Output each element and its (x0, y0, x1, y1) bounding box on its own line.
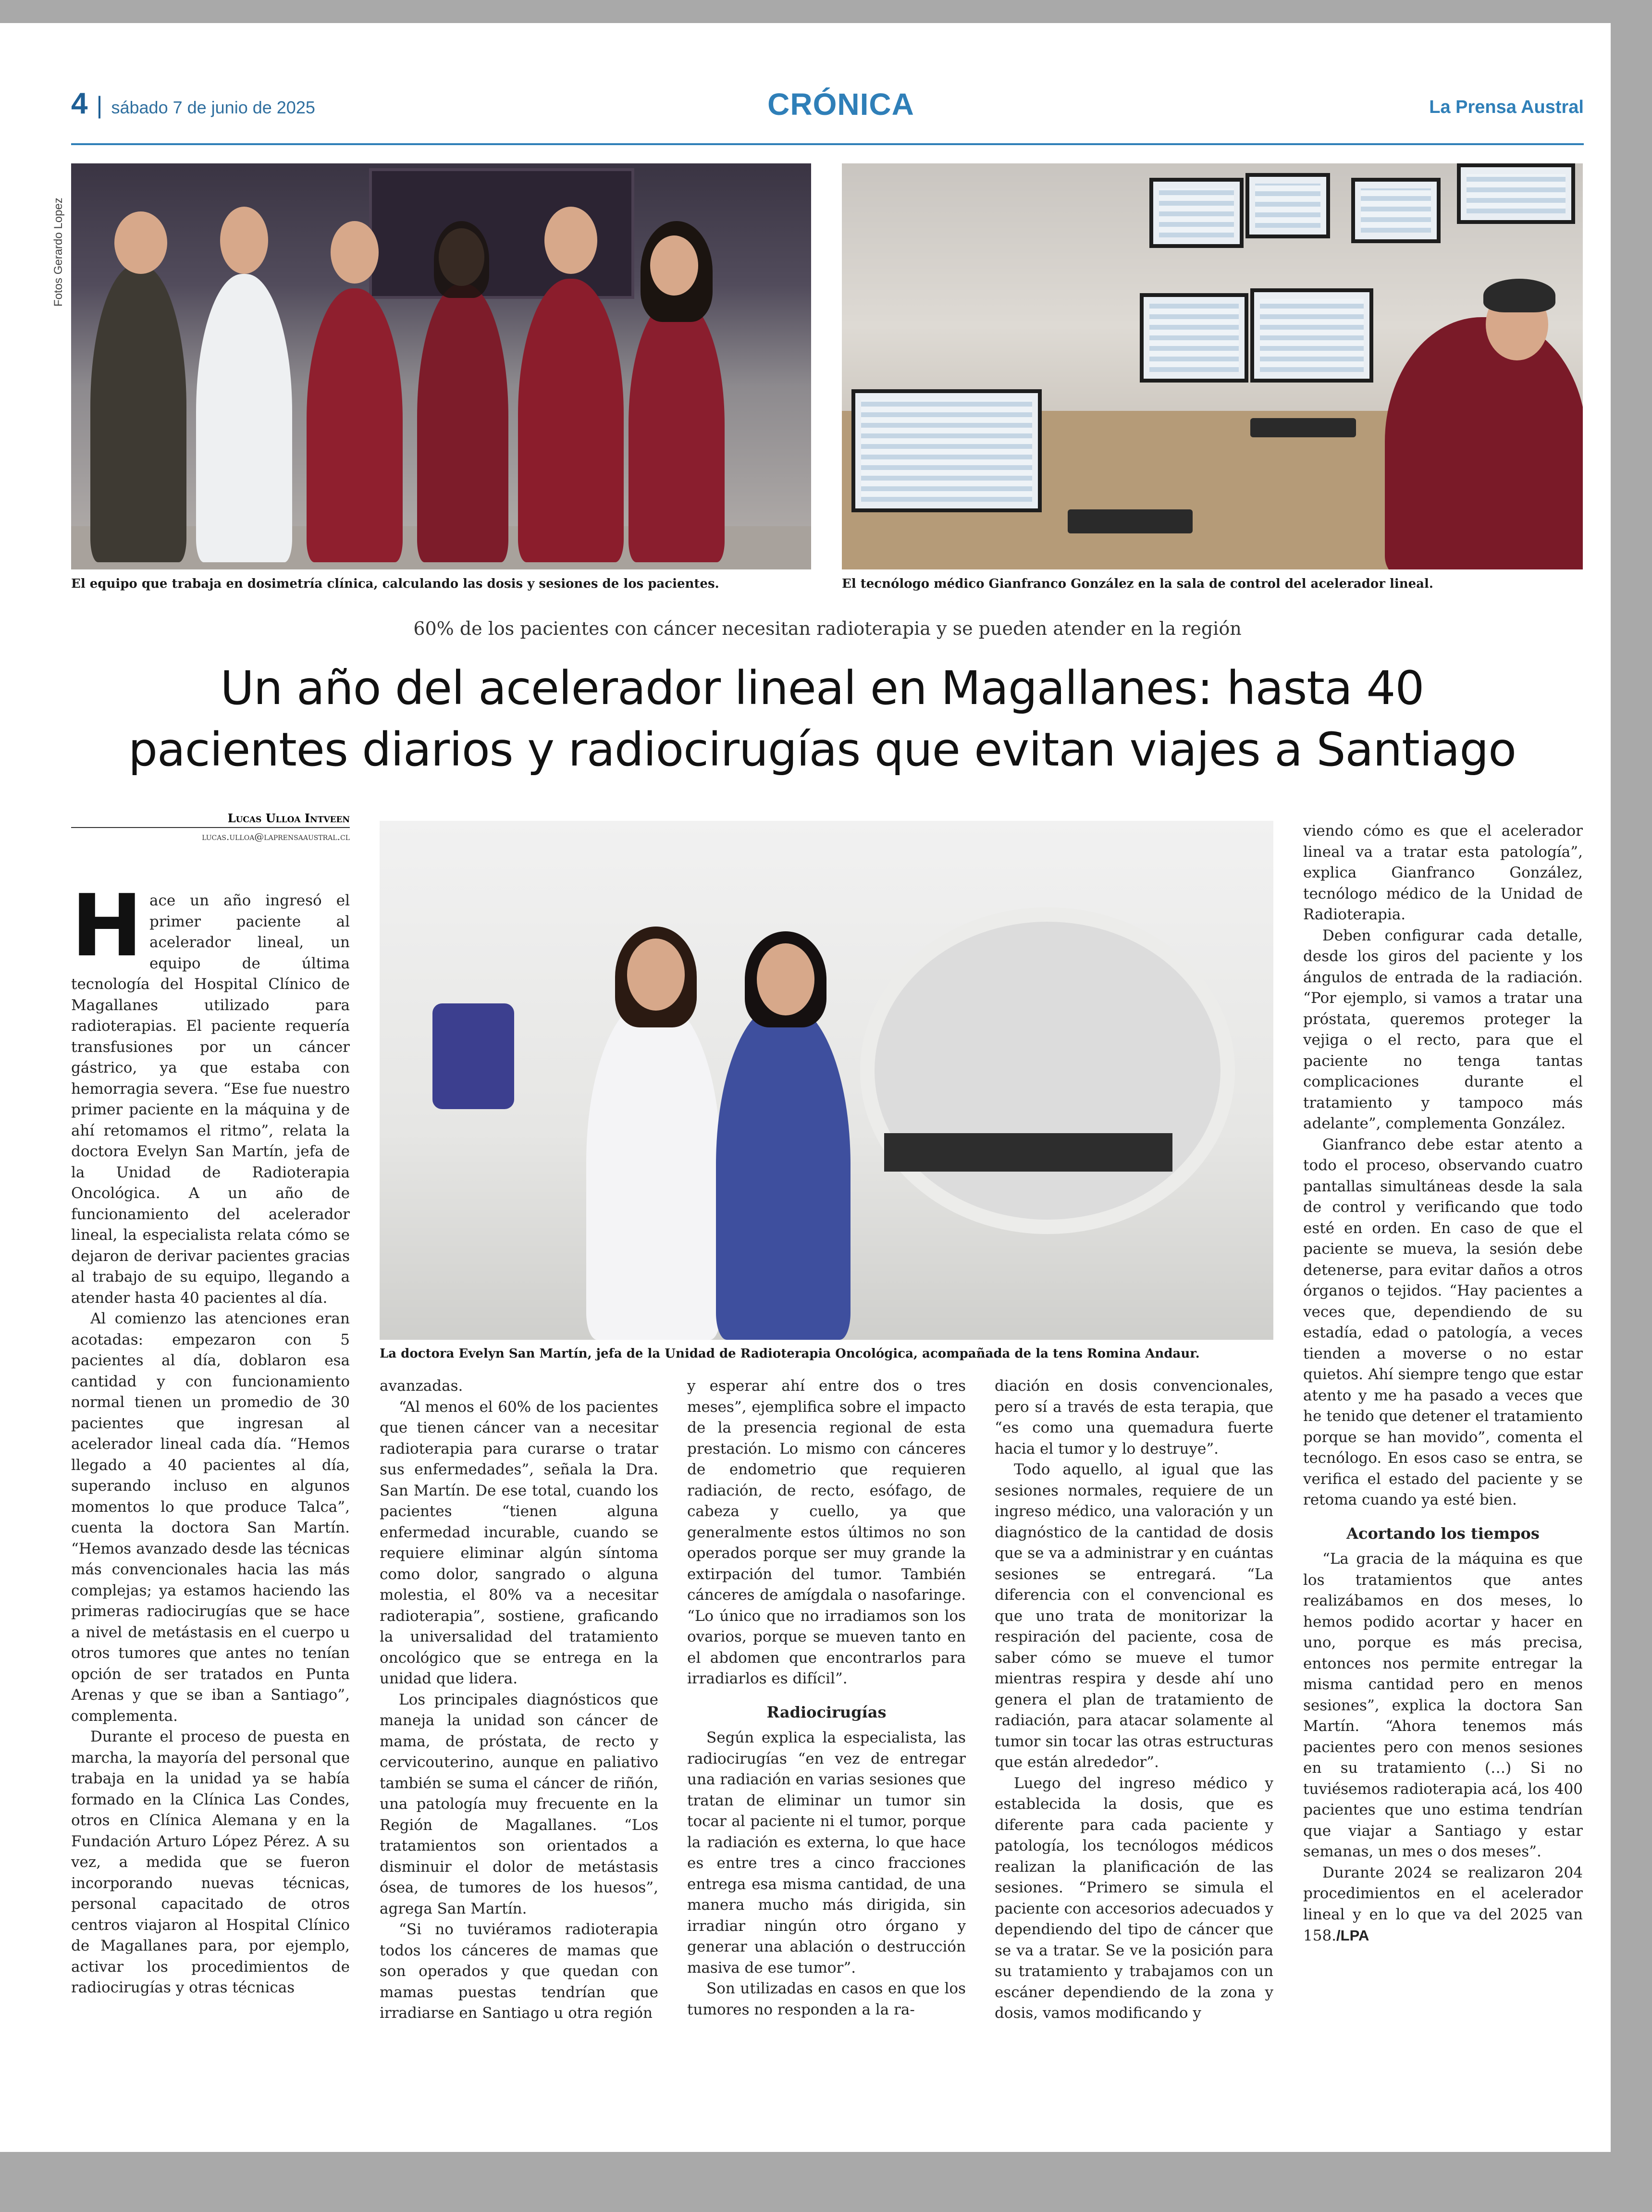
page-header-left (71, 87, 315, 128)
person-2 (196, 274, 292, 562)
newspaper-page (0, 23, 1611, 2152)
subheading-acortando: Acortando los tiempos (1346, 1524, 1540, 1543)
paragraph: viendo cómo es que el acelerador lineal va a tratar esta patología”, explica Gianfranco González, tecnólogo médico de la Unidad de Radioterapia. (1303, 822, 1583, 923)
treatment-couch (884, 1133, 1172, 1172)
article-headline (77, 657, 1567, 780)
monitor-1 (851, 389, 1042, 512)
person-2-head (220, 207, 268, 274)
drop-cap: H (71, 876, 143, 976)
tens (716, 1003, 851, 1340)
paragraph: Deben configurar cada detalle, desde los giros del paciente y los ángulos de entrada de la radiación. “Por ejemplo, si vamos a tratar una próstata, queremos proteger la vejiga o el recto, para que el paciente no tenga tantas complicaciones durante el tratamiento y tampoco más adelante”, complementa González. (1303, 927, 1583, 1132)
person-5-head (544, 207, 597, 274)
paragraph: diación en dosis convencionales, pero sí a través de esta terapia, que “es como una quemadura fuerte hacia el tumor y lo destruye”. (995, 1377, 1273, 1458)
photo-credit-text: Fotos Gerardo Lopez (52, 198, 65, 307)
linear-accelerator (860, 907, 1235, 1234)
issue-date: sábado 7 de junio de 2025 (111, 98, 315, 117)
keyboard-2 (1250, 418, 1356, 437)
paragraph: Según explica la especialista, las radiocirugías “en vez de entregar una radiación en varias sesiones que tratan de eliminar un tumor sin tocar al paciente ni el tumor, porque la radiación es externa, lo que hace es entre tres a cinco fracciones entrega esa misma cantidad, de una manera mucho más dirigida, sin irradiar ningún otro órgano y generar una ablación o destrucción masiva de ese tumor”. (687, 1729, 966, 1977)
photo-caption-2: El tecnólogo médico Gianfranco González en la sala de control del acelerador lineal. (842, 577, 1433, 591)
person-1 (90, 264, 186, 562)
paragraph: Luego del ingreso médico y establecida la dosis, que es diferente para cada paciente y patología, los tecnólogos médicos realizan la planificación de las sesiones. “Primero se simula el paciente con accesorios adecuados y dependiendo del tipo de cáncer que se va a tratar. Se ve la posición para su tratamiento y trabajamos con un escáner dependiendo de la zona y dosis, vamos modificando y (995, 1774, 1273, 2022)
doctor-head (627, 939, 685, 1011)
header-separator: | (96, 92, 103, 119)
doctor (586, 999, 721, 1340)
person-1-head (114, 211, 167, 274)
paragraph: avanzadas. (380, 1377, 463, 1395)
photo-credit (52, 162, 69, 307)
paragraph: Los principales diagnósticos que maneja la unidad son cáncer de mama, de próstata, de recto y cervicouterino, aunque en paliativo también se suma el cáncer de riñón, una patología muy frecuente en la Región de Magallanes. “Los tratamientos son orientados a disminuir el dolor de metástasis ósea, de tumores de los huesos”, agrega San Martín. (380, 1691, 658, 1917)
tens-head (757, 943, 814, 1015)
article-column-1 (71, 876, 350, 2152)
control-room-photo (842, 163, 1583, 569)
paragraph: “Si no tuviéramos radioterapia todos los cánceres de mamas que son operados y que quedan con mamas puestas tendrían que irradiarse en Santiago u otra región (380, 1921, 658, 2022)
paragraph: Son utilizadas en casos en que los tumores no responden a la ra- (687, 1980, 966, 2018)
subheading-radiocirugias: Radiocirugías (766, 1703, 887, 1721)
person-4 (417, 284, 508, 562)
person-3-head (331, 221, 379, 284)
paragraph: Al comienzo las atenciones eran acotadas: empezaron con 5 pacientes al día, doblaron esa cantidad y con funcionamiento normal tienen un promedio de 30 pacientes que ingresan al acelerador lineal cada día. “Hemos llegado a 40 pacientes al día, superando incluso en algunos momentos lo que produce Talca”, cuenta la doctora San Martín. “Hemos avanzado desde las técnicas más convencionales hacia las más complejas; ya estamos haciendo las primeras radiocirugías que se hace a nivel de metástasis en el cuerpo u otros tumores que antes no tenían opción de ser tratados en Punta Arenas y que se iban a Santiago”, complementa. (71, 1310, 350, 1725)
paragraph: Durante el proceso de puesta en marcha, la mayoría del personal que trabaja en la unidad ya se había formado en la Clínica Las Condes, otros en Clínica Alemana y en la Fundación Arturo López Pérez. A su vez, a medida que se fueron incorporando nuevas técnicas, personal capacitado de otros centros viajaron al Hospital Clínico de Magallanes para, por ejemplo, activar los procedimientos de radiocirugías y otras técnicas (71, 1728, 350, 1996)
technologist-cap (1483, 279, 1555, 312)
closing-text: Durante 2024 se realizaron 204 procedimientos en el acelerador lineal y en lo que va del 2025 van 158. (1303, 1864, 1583, 1944)
paragraph: “Al menos el 60% de los pacientes que tienen cáncer van a necesitar radioterapia para curarse o tratar sus enfermedades”, señala la Dra. San Martín. De ese total, cuando los pacientes “tienen alguna enfermedad incurable, cuando se requiere eliminar algún síntoma como dolor, sangrado o alguna molestia, el 80% va a necesitar radioterapia”, sostiene, graficando la universalidad del tratamiento oncológico que se entrega en la unidad que lidera. (380, 1398, 658, 1687)
author-email: lucas.ulloa@laprensaaustral.cl (202, 831, 350, 842)
monitor-2 (1140, 293, 1248, 383)
paragraph: Todo aquello, al igual que las sesiones normales, requiere de un ingreso médico, una valoración y un diagnóstico de la cantidad de dosis que se va a administrar y en cuántas sesiones se entregará. “La diferencia con el convencional es que uno trata de monitorizar la respiración del paciente, cosa de saber cómo se mueve el tumor mientras respira y desde ahí uno genera el plan de tratamiento de radiación, para atacar solamente al tumor sin tocar las otras estructuras que están alrededor”. (995, 1461, 1273, 1771)
photo-caption-1: El equipo que trabaja en dosimetría clínica, calculando las dosis y sesiones de los pacientes. (71, 577, 719, 591)
monitor-5 (1245, 173, 1330, 238)
byline (71, 811, 350, 842)
doctor-photo (380, 821, 1273, 1340)
person-5 (518, 279, 624, 562)
article-column-3 (687, 1376, 966, 2152)
monitor-3 (1250, 288, 1373, 383)
headline-line-2: pacientes diarios y radiocirugías que evitan viajes a Santiago (128, 723, 1516, 777)
monitor-7 (1457, 163, 1575, 224)
paragraph: y esperar ahí entre dos o tres meses”, ejemplifica sobre el impacto de la presencia regional de esta prestación. Lo mismo con cánceres de endometrio que requieren radiación, de recto, esófago, de cabeza y cuello, ya que generalmente estos últimos no son operados porque ser muy grande la extirpación del tumor. También cánceres de amígdala o nasofaringe. “Lo único que no irradiamos son los ovarios, porque se mueven tanto en el abdomen que encontrarlos para irradiarlos es difícil”. (687, 1377, 966, 1687)
monitor-4 (1149, 178, 1244, 248)
technologist (1385, 317, 1583, 569)
paragraph (1303, 1863, 1583, 1947)
headline-line-1: Un año del acelerador lineal en Magallanes: hasta 40 (220, 661, 1424, 715)
person-3 (307, 288, 403, 562)
photo-caption-3: La doctora Evelyn San Martín, jefa de la Unidad de Radioterapia Oncológica, acompañada de la tens Romina Andaur. (380, 1347, 1200, 1361)
paragraph: “La gracia de la máquina es que los tratamientos que antes realizábamos en dos meses, lo hemos podido acortar y hacer en uno, porque es más precisa, entonces nos permite entregar la misma cantidad pero en menos sesiones”, explica la doctora San Martín. “Ahora tenemos más pacientes pero con menos sesiones en su tratamiento (…) Si no tuviésemos radioterapia acá, los 400 pacientes que uno estima tendrían que viajar a Santiago y estar semanas, un mes o dos meses”. (1303, 1550, 1583, 1860)
newspaper-brand: La Prensa Austral (1429, 97, 1584, 117)
monitor-6 (1351, 178, 1441, 243)
person-6-head (650, 235, 698, 296)
equipment-bag (432, 1003, 514, 1109)
author-name: Lucas Ulloa Intveen (71, 811, 350, 828)
paragraph: Gianfranco debe estar atento a todo el proceso, observando cuatro pantallas simultáneas desde la sala de control y verificando que todo esté en orden. En caso de que el paciente se mueva, la sesión debe detenerse, para evitar daños a otros órganos o tejidos. “Hay pacientes a veces que, dependiendo de su estadía, edad o patología, a veces tienden a moverse o no estar quietos. Ahí siempre tengo que estar atento y me ha pasado a veces que he tenido que detener el tratamiento porque se han movido”, comenta el tecnólogo. En esos caso se entra, se verifica el estado del paciente y se retoma cuando ya esté bien. (1303, 1136, 1583, 1508)
header-rule (71, 143, 1584, 145)
person-6 (629, 298, 725, 562)
paragraph (71, 876, 350, 1309)
keyboard-1 (1068, 509, 1193, 533)
article-column-2 (380, 1376, 658, 2152)
article-column-5 (1303, 821, 1583, 2152)
page-number: 4 (71, 87, 88, 120)
article-column-4 (995, 1376, 1273, 2152)
section-title: CRÓNICA (767, 87, 914, 122)
team-photo (71, 163, 811, 569)
person-4-hair (434, 221, 489, 298)
signature: /LPA (1336, 1927, 1369, 1944)
article-kicker: 60% de los pacientes con cáncer necesitan radioterapia y se pueden atender en la región (413, 618, 1242, 639)
paragraph-text: ace un año ingresó el primer paciente al acelerador lineal, un equipo de última tecnología del Hospital Clínico de Magallanes utilizado para radioterapias. El paciente requería transfusiones por un cáncer gástrico, ya que estaba con hemorragia severa. “Ese fue nuestro primer paciente en la máquina y de ahí retomamos el ritmo”, relata la doctora Evelyn San Martín, jefa de la Unidad de Radioterapia Oncológica. A un año de funcionamiento del acelerador lineal, la especialista relata cómo se dejaron de derivar pacientes gracias al trabajo de su equipo, llegando a atender hasta 40 pacientes al día. (71, 892, 350, 1307)
